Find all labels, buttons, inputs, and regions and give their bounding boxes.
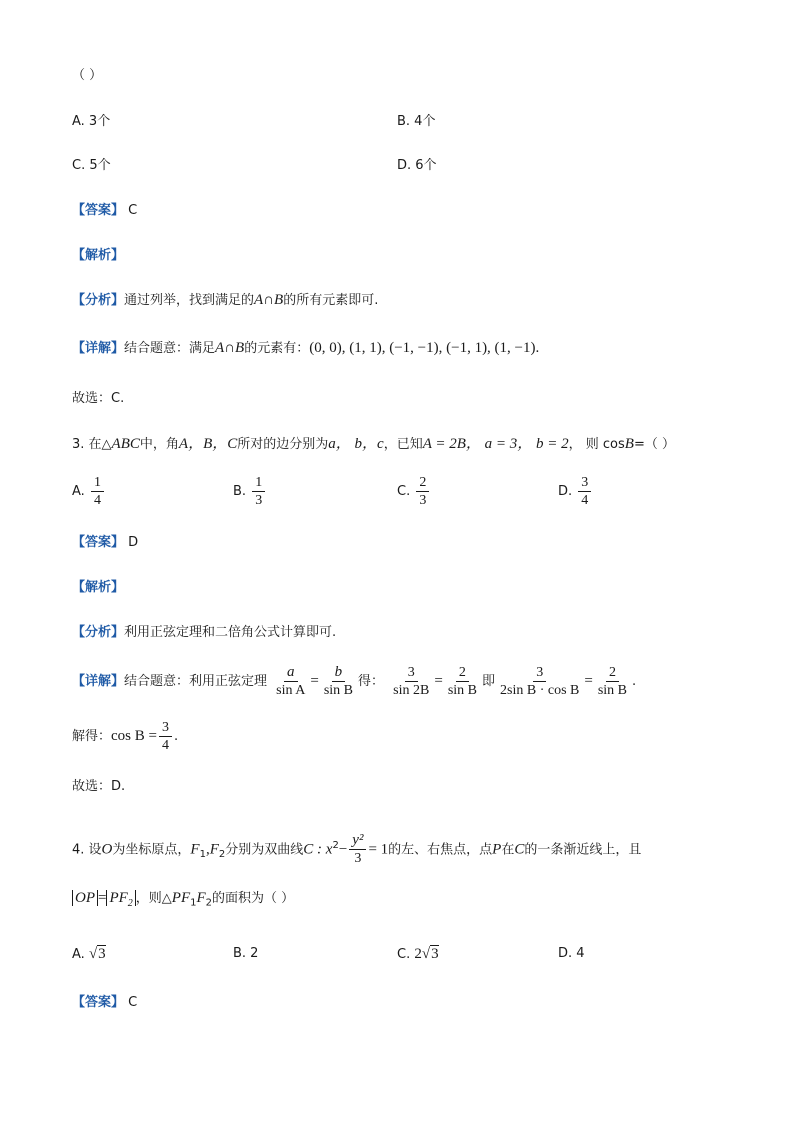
frac-den: 4 [581, 493, 589, 508]
q3-stem-given: A = 2B， a = 3， b = 2 [422, 436, 569, 452]
frac-num: a [284, 664, 298, 682]
equals: = [310, 673, 319, 689]
q2-option-c: C. 5个 [72, 158, 111, 173]
detail-text: 得： [358, 674, 385, 689]
triangle-pf: PF [171, 890, 191, 906]
subscript: 1 [190, 897, 197, 909]
q3-stem-b: B [624, 436, 634, 452]
detail-text: 结合题意：利用正弦定理 [124, 674, 268, 689]
q4-f1: F [190, 841, 200, 858]
q4-point-p: P [492, 841, 502, 858]
frac-den: 2sin B · cos B [500, 683, 580, 698]
frac-den: 3 [255, 493, 263, 508]
detail-text-2: 的元素有： [244, 341, 310, 356]
q3-option-b [233, 474, 267, 509]
frac-den: sin A [276, 683, 306, 698]
q2-fenxi [72, 290, 378, 311]
q3-option-c [397, 474, 431, 509]
option-label: C. [397, 947, 411, 962]
superscript: 2 [332, 840, 339, 851]
fenxi-text-1: 通过列举，找到满足的 [124, 293, 255, 308]
q2-analysis-heading [72, 246, 124, 266]
minus: − [338, 841, 348, 858]
q4-stem-part: 4. 设 [72, 842, 102, 858]
q3-stem [72, 434, 675, 455]
fenxi-text: 利用正弦定理和二倍角公式计算即可. [124, 625, 337, 640]
comma: , [205, 841, 210, 858]
detail-tag: 【详解】 [72, 674, 125, 689]
abs-op: OP [72, 890, 98, 906]
frac-num: 3 [405, 664, 418, 682]
q3-stem-part: 所对的边分别为 [237, 437, 329, 452]
q4-c: C [514, 841, 525, 858]
fenxi-text-2: 的所有元素即可. [283, 293, 379, 308]
frac-num: y² [349, 832, 366, 850]
q3-stem-part: ， 则 cos [568, 437, 625, 452]
abs-pf2 [106, 890, 135, 909]
fraction-b-over-sinB [321, 664, 356, 699]
frac-den: 4 [93, 493, 101, 508]
q2-option-d: D. 6个 [397, 158, 437, 173]
frac-den: 3 [419, 493, 427, 508]
option-label: A. [72, 484, 85, 499]
frac-num: 1 [91, 474, 104, 492]
option-label: A. [72, 947, 85, 962]
detail-math: A∩B [215, 340, 245, 356]
subscript: 2 [205, 897, 213, 909]
option-label: C. [397, 484, 411, 499]
fraction-2-over-sinB [595, 664, 630, 699]
option-label: B. [233, 484, 247, 499]
frac-num: 2 [456, 664, 469, 682]
q4-option-a [72, 944, 106, 965]
q2-detail [72, 338, 539, 359]
pf: PF [109, 890, 128, 906]
frac-num: 2 [416, 474, 429, 492]
equals: = [434, 673, 443, 689]
answer-value: D [128, 535, 139, 550]
fraction-a-over-sinA [273, 664, 308, 699]
option-fraction [578, 474, 591, 509]
q2-choose: 故选：C. [72, 391, 125, 406]
q3-stem-sides: a， b，c [328, 436, 384, 452]
q4-stem-part: 的一条渐近线上，且 [524, 842, 642, 858]
q3-stem-triangle: ABC [111, 436, 140, 452]
detail-text-1: 结合题意：满足 [124, 341, 216, 356]
answer-tag: 【答案】 [72, 535, 125, 550]
q4-stem-end: 的面积为（ ） [212, 891, 295, 906]
q2-option-a: A. 3个 [72, 114, 111, 129]
fraction-3-over-2sinBcosB [497, 664, 582, 699]
q4-stem-part: 为坐标原点， [112, 842, 191, 858]
answer-value: C [128, 203, 138, 218]
frac-num: 3 [578, 474, 591, 492]
q4-f2: F [209, 841, 219, 858]
fenxi-tag: 【分析】 [72, 293, 125, 308]
sqrt-value: 3 [98, 946, 106, 962]
q4-option-d: D. 4 [558, 946, 585, 961]
fraction-2-over-sinB [445, 664, 480, 699]
frac-den: sin B [447, 683, 478, 698]
answer-value: C [128, 995, 138, 1010]
q3-option-a [72, 474, 106, 509]
q4-stem-part: 的左、右焦点，点 [388, 842, 493, 858]
q4-option-c [397, 944, 439, 965]
subscript: 2 [218, 848, 226, 860]
q3-stem-paren: =（ ） [633, 437, 675, 452]
equals: = [98, 890, 107, 906]
q3-stem-part: 中，角 [139, 437, 179, 452]
detail-tag: 【详解】 [72, 341, 125, 356]
frac-den: sin 2B [393, 683, 430, 698]
q4-hyperbola: C : x [303, 841, 333, 858]
frac-num: 2 [606, 664, 619, 682]
frac-den: 4 [161, 738, 169, 753]
answer-tag: 【答案】 [72, 203, 125, 218]
q4-stem-part: 分别为双曲线 [225, 842, 304, 858]
q4-origin: O [101, 841, 113, 858]
sqrt-3: √3 [88, 946, 106, 962]
frac-num: 3 [533, 664, 546, 682]
sqrt-3: √3 [421, 946, 439, 962]
detail-text: 即 [482, 674, 496, 689]
answer-tag: 【答案】 [72, 995, 125, 1010]
q3-stem-part: 3. 在△ [72, 437, 112, 452]
q3-answer [72, 533, 138, 553]
equals: = [584, 673, 593, 689]
q4-option-b: B. 2 [233, 946, 259, 961]
solve-text: 解得： [72, 729, 112, 744]
option-fraction [416, 474, 429, 509]
detail-elements: (0, 0), (1, 1), (−1, −1), (−1, 1), (1, −1). [309, 340, 540, 356]
q3-detail [72, 663, 636, 700]
q4-stem-part: 在 [501, 842, 515, 858]
solve-fraction [159, 719, 172, 754]
q3-stem-angles: A，B，C [178, 436, 238, 452]
q4-stem-part: ，则△ [135, 891, 172, 906]
q4-stem-line2 [72, 888, 294, 914]
solve-math: cos B = [111, 728, 157, 744]
period: . [173, 729, 179, 744]
q3-stem-part: ，已知 [383, 437, 423, 452]
frac-num: 3 [159, 719, 172, 737]
q2-paren: （ ） [72, 68, 103, 83]
equals-one: = 1 [368, 841, 389, 858]
coefficient: 2 [414, 946, 422, 962]
hyperbola-fraction [349, 832, 366, 867]
period: . [632, 674, 637, 689]
q2-answer [72, 201, 137, 221]
sqrt-value: 3 [431, 946, 439, 962]
q2-option-b: B. 4个 [397, 114, 436, 129]
q3-solve [72, 718, 178, 755]
q3-option-d [558, 474, 593, 509]
subscript: 1 [199, 848, 206, 860]
q3-fenxi [72, 623, 336, 643]
frac-num: b [332, 664, 346, 682]
analysis-tag: 【解析】 [72, 248, 125, 263]
q4-answer [72, 993, 137, 1013]
option-fraction [252, 474, 265, 509]
frac-den: 3 [354, 851, 362, 867]
analysis-tag: 【解析】 [72, 580, 125, 595]
frac-den: sin B [323, 683, 354, 698]
q3-choose: 故选：D. [72, 779, 126, 794]
option-label: D. [558, 484, 573, 499]
triangle-f: F [196, 890, 206, 906]
option-fraction [91, 474, 104, 509]
fraction-3-over-sin2B [390, 664, 432, 699]
frac-den: sin B [597, 683, 628, 698]
fenxi-math: A∩B [254, 292, 284, 308]
q4-stem [72, 828, 641, 873]
q3-analysis-heading [72, 578, 124, 598]
fenxi-tag: 【分析】 [72, 625, 125, 640]
frac-num: 1 [252, 474, 265, 492]
subscript: 2 [127, 898, 133, 909]
